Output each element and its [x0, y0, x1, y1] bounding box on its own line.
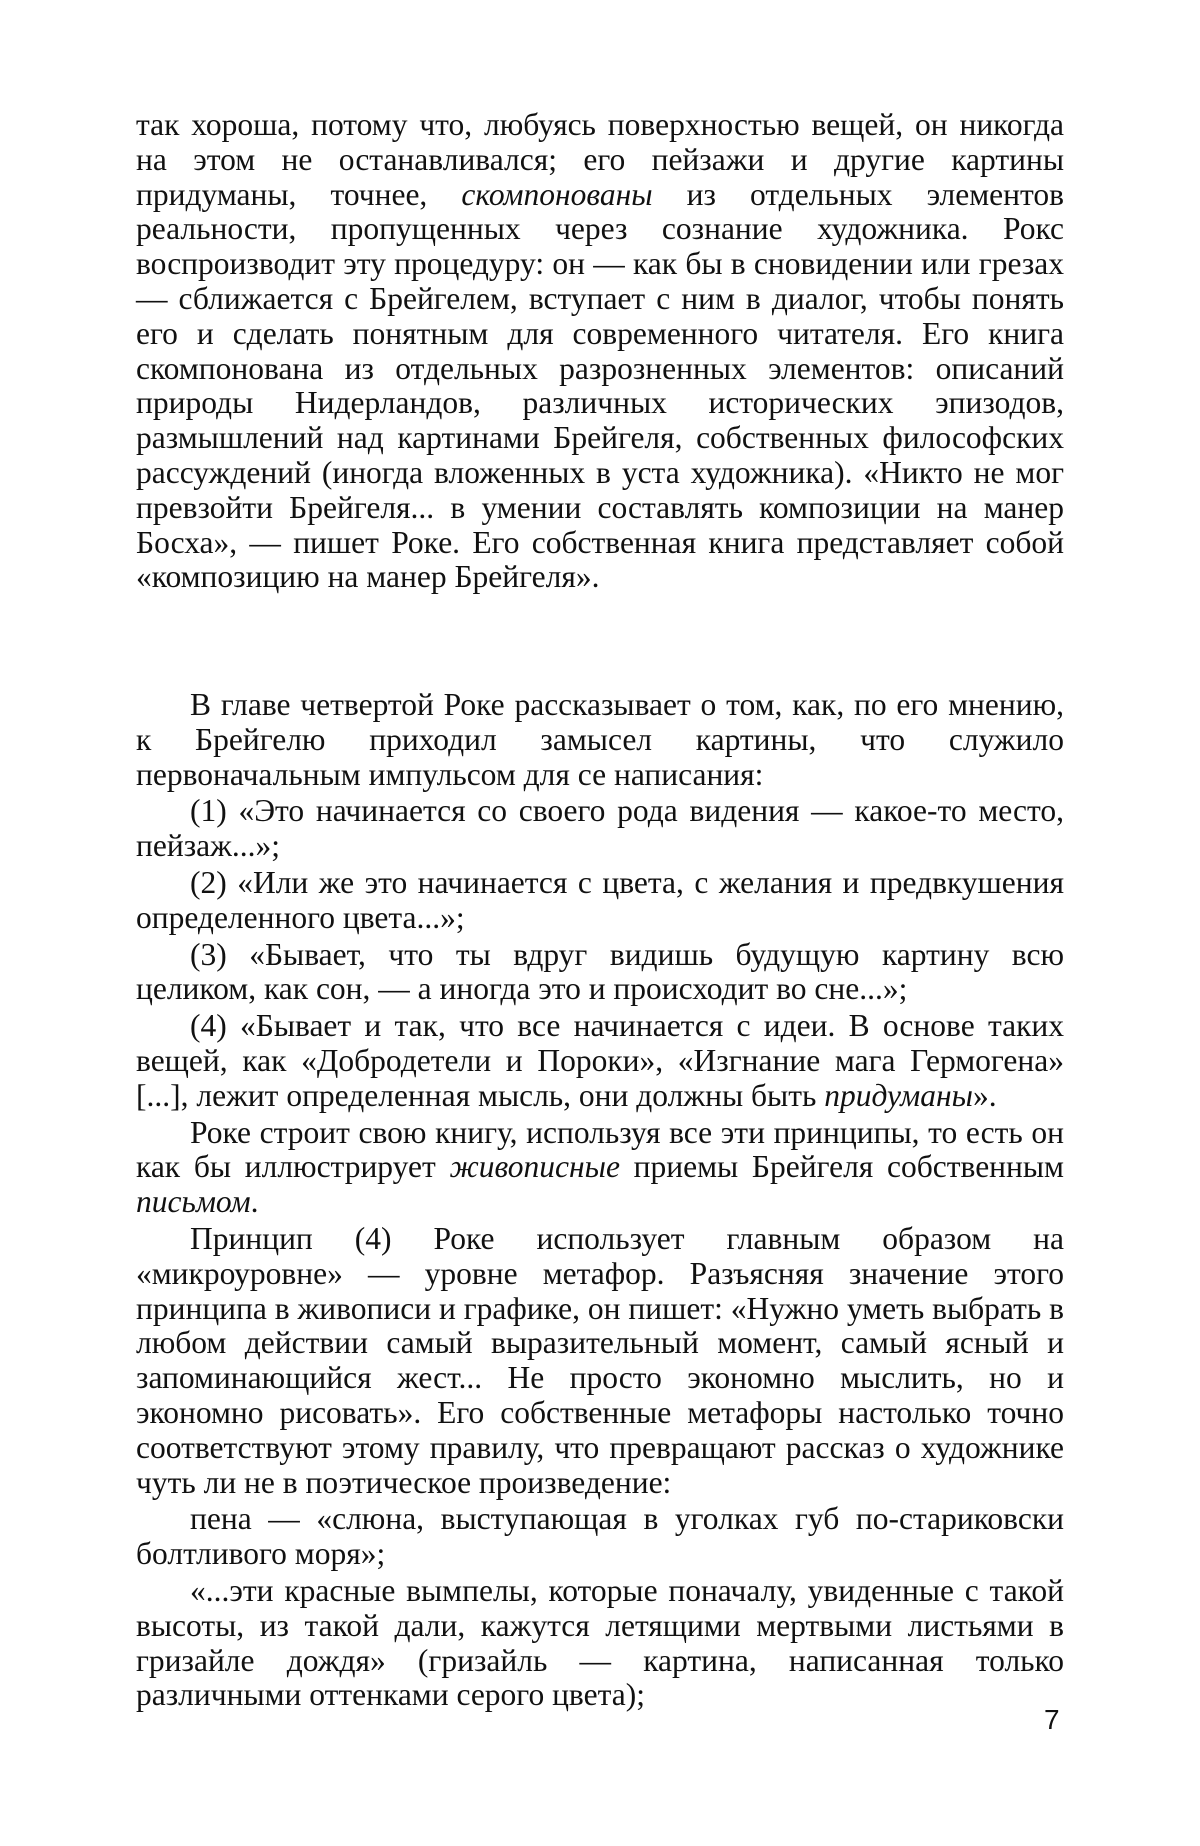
list-item-dream: (3) «Бывает, что ты вдруг видишь будущую картину всю целиком, как сон, — а иногда это и происходит во сне...»; — [136, 936, 1064, 1007]
text-span: из отдельных элементов реальности, пропущенных через сознание художника. Рокс воспроизводит эту процедуру: он — как бы в сновидении или грезах — сближается с Брейгелем, вступает с ним в диалог, чтобы понять его и сделать понятным для современного читателя. Его книга скомпонована из отдельных разрозненных элементов: описаний природы Нидерландов, различных исторических эпизодов, размышлений над картинами Брейгеля, собственных философских рассуждений (иногда вложенных в уста художника). «Никто не мог превзойти Брейгеля... в умении составлять композиции на манер Босха», — пишет Роке. Его собственная книга представляет собой «композицию на манер Брейгеля». — [136, 176, 1064, 595]
top-text-block — [136, 108, 1064, 595]
quote-pennants: «...эти красные вымпелы, которые поначалу, увиденные с такой высоты, из такой дали, кажутся летящими мертвыми листьями в гризайле дождя» (гризайль — картина, написанная только различными оттенками серого цвета); — [136, 1572, 1064, 1713]
page-body — [136, 107, 1064, 1713]
emphasis-text: придуманы — [824, 1077, 973, 1113]
text-span: ». — [972, 1077, 997, 1113]
page-number: 7 — [1044, 1704, 1060, 1735]
emphasis-text: письмом — [136, 1184, 251, 1220]
text-span: приемы Брейгеля собственным — [619, 1149, 1064, 1185]
list-item-idea — [136, 1009, 1064, 1113]
list-item-vision: (1) «Это начинается со своего рода видения — какое-то место, пейзаж...»; — [136, 793, 1064, 864]
paragraph-roke-principles — [136, 1116, 1064, 1220]
paragraph-chapter-intro: В главе четвертой Роке рассказывает о том, как, по его мнению, к Брейгелю приходил замысел картины, что служило первоначальным импульсом для се написания: — [136, 687, 1064, 792]
paragraph-composition — [136, 108, 1064, 595]
emphasis-text: скомпонованы — [461, 176, 653, 212]
text-span: (4) «Бывает и так, что все начинается с идеи. В основе таких вещей, как «Добродетели и Пороки», «Изгнание мага Гермогена» [...], лежит определенная мысль, они должны быть — [136, 1008, 1064, 1113]
text-span: . — [250, 1184, 259, 1220]
emphasis-text: живописные — [449, 1149, 620, 1185]
list-item-color: (2) «Или же это начинается с цвета, с желания и предвкушения определенного цвета...»; — [136, 864, 1064, 935]
text-span: Роке строит свою книгу, используя все эти принципы, то есть он как бы иллюстрирует — [136, 1114, 1064, 1185]
quote-foam: пена — «слюна, выступающая в уголках губ по-стариковски болтливого моря»; — [136, 1501, 1064, 1572]
text-span: так хороша, потому что, любуясь поверхностью вещей, он никогда на этом не останавливался; его пейзажи и другие картины придуманы, точнее, — [136, 107, 1064, 212]
bottom-text-block — [136, 688, 1064, 1713]
paragraph-principle-four: Принцип (4) Роке использует главным образом на «микроуровне» — уровне метафор. Разъясняя значение этого принципа в живописи и графике, он пишет: «Нужно уметь выбрать в любом действии самый выразительный момент, самый ясный и запоминающийся жест... Не просто экономно мыслить, но и экономно рисовать». Его собственные метафоры настолько точно соответствуют этому правилу, что превращают рассказ о художнике чуть ли не в поэтическое произведение: — [136, 1220, 1064, 1500]
